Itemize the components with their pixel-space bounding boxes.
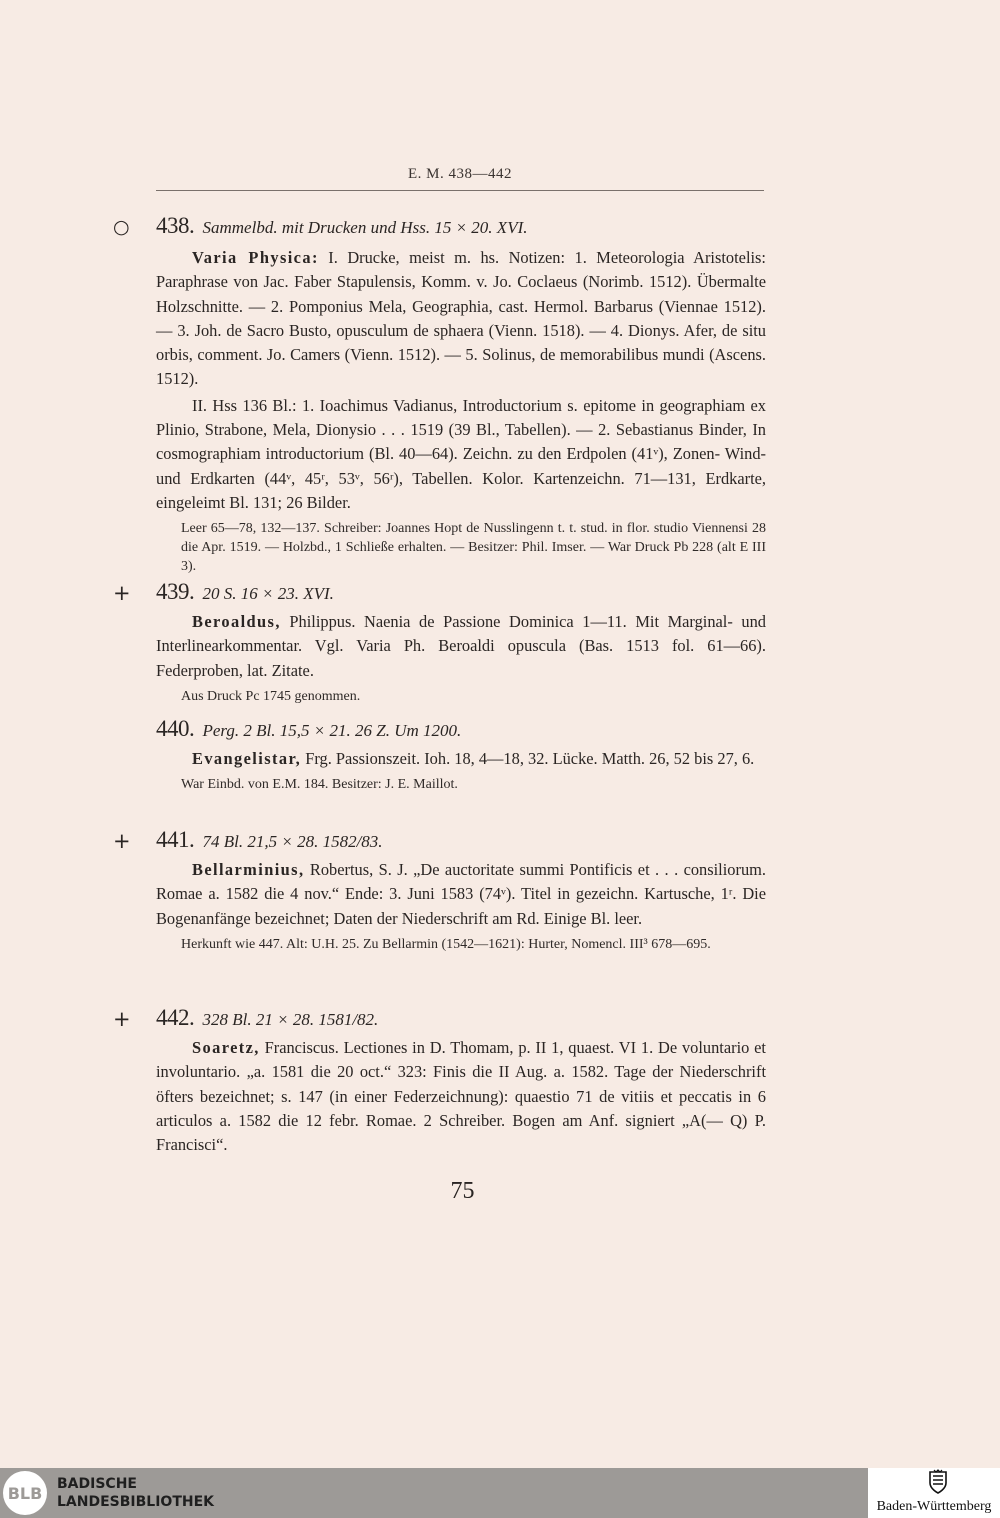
entry-body: [156, 747, 766, 771]
entry-description: 74 Bl. 21,5 × 28. 1582/83.: [202, 832, 383, 851]
entry-note: Leer 65—78, 132—137. Schreiber: Joannes Hopt de Nusslingenn t. t. stud. in flor. studio Viennensi 28 die Apr. 1519. — Holzbd., 1 Schließe erhalten. — Besitzer: Phil. Imser. — War Druck Pb 228 (alt E III 3).: [181, 521, 766, 575]
entry-title: Soaretz,: [192, 1038, 260, 1057]
entry-number: 440.: [156, 716, 195, 741]
entry-text: I. Drucke, meist m. hs. Notizen: 1. Meteorologia Aristotelis: Paraphrase von Jac. Faber Stapulensis, Komm. v. Jo. Coclaeus (Norimb. 1512). Übermalte Holzschnitte. — 2. Pomponius Mela, Geographia, cast. Hermol. Barbarus (Viennae 1512). — 3. Joh. de Sacro Busto, opusculum de sphaera (Vienn. 1518). — 4. Dionys. Afer, de situ orbis, comment. Jo. Camers (Vienn. 1512). — 5. Solinus, de memorabilibus mundi (Ascens. 1512).: [156, 248, 766, 389]
entry-title: Bellarminius,: [192, 860, 305, 879]
entry-text: Philippus. Naenia de Passione Dominica 1—11. Mit Marginal- und Interlinearkommentar. Vgl. Varia Ph. Beroaldi opuscula (Bas. 1513 fol. 61—66). Federproben, lat. Zitate.: [156, 612, 766, 680]
entry-number: 438.: [156, 213, 195, 238]
entry-body: [156, 1036, 766, 1157]
entry-title: Evangelistar,: [192, 749, 302, 768]
entry-title: Varia Physica:: [192, 248, 319, 267]
entry-body: [156, 246, 766, 392]
state-label: Baden-Württemberg: [876, 1499, 992, 1514]
page-number: 75: [450, 1178, 475, 1204]
entry-number: 442.: [156, 1005, 195, 1030]
entry-note: War Einbd. von E.M. 184. Besitzer: J. E. Maillot.: [181, 777, 458, 793]
coat-of-arms-icon: [927, 1469, 949, 1495]
entry-description: Perg. 2 Bl. 15,5 × 21. 26 Z. Um 1200.: [202, 721, 462, 740]
entry-description: 328 Bl. 21 × 28. 1581/82.: [202, 1010, 379, 1029]
entry-heading: [156, 580, 766, 606]
blb-logo-icon[interactable]: BLB: [3, 1471, 47, 1515]
entry-body-2: II. Hss 136 Bl.: 1. Ioachimus Vadianus, Introductorium s. epitome in geographiam ex Plinio, Strabone, Mela, Dionysio . . . 1519 (39 Bl., Tabellen). — 2. Sebastianus Binder, In cosmographiam introductorium (Bl. 40—64). Zeichn. zu den Erdpolen (41ᵛ), Zonen- Wind- und Erdkarten (44ᵛ, 45ʳ, 53ᵛ, 56ʳ), Tabellen. Kolor. Kartenzeichn. 71—131, Erdkarte, eingeleimt Bl. 131; 26 Bilder.: [156, 395, 766, 512]
entry-body: [156, 858, 766, 931]
entry-note: Herkunft wie 447. Alt: U.H. 25. Zu Bellarmin (1542—1621): Hurter, Nomencl. III³ 678—695.: [181, 936, 711, 952]
entry-mark-442: +: [113, 1007, 131, 1031]
entry-number: 439.: [156, 579, 195, 604]
entry-body: [156, 610, 766, 683]
entry-mark-438: ○: [113, 216, 130, 238]
entry-mark-441: +: [113, 829, 131, 853]
entry-heading: [156, 1006, 766, 1032]
entry-440: [156, 717, 766, 794]
entry-title: Beroaldus,: [192, 612, 281, 631]
entry-441: [156, 828, 766, 954]
entry-number: 441.: [156, 827, 195, 852]
entry-442: [156, 1006, 766, 1157]
entry-description: Sammelbd. mit Drucken und Hss. 15 × 20. XVI.: [202, 218, 528, 237]
entry-heading: [156, 828, 766, 854]
header-rule: [156, 190, 764, 191]
entry-description: 20 S. 16 × 23. XVI.: [202, 584, 334, 603]
entry-note: Aus Druck Pc 1745 genommen.: [181, 688, 361, 704]
running-header: E. M. 438—442: [408, 166, 512, 182]
library-name-line2: LANDESBIBLIOTHEK: [57, 1494, 215, 1510]
entry-heading: [156, 214, 766, 240]
entry-439: [156, 580, 766, 706]
entry-text: Franciscus. Lectiones in D. Thomam, p. II 1, quaest. VI 1. De voluntario et involuntario. „a. 1581 die 20 oct.“ 323: Finis die II Aug. a. 1582. Tage der Niederschrift öfters bezeichnet; s. 147 (in einer Federzeichnung): quaestio 71 de vitiis et peccatis in 6 articulos a. 1582 die 12 febr. Romae. 2 Schreiber. Bogen am Anf. signiert „A(— Q) P. Francisci“.: [156, 1038, 766, 1155]
entry-heading: [156, 717, 766, 743]
library-name-line1: BADISCHE: [57, 1476, 137, 1492]
library-name[interactable]: [57, 1475, 214, 1511]
entry-mark-439: +: [113, 581, 131, 605]
entry-438: [156, 214, 766, 576]
entry-text: Robertus, S. J. „De auctoritate summi Pontificis et . . . consiliorum. Romae a. 1582 die 4 nov.“ Ende: 3. Juni 1583 (74ᵛ). Titel in gezeichn. Kartusche, 1ʳ. Die Bogenanfänge bezeichnet; Daten der Niederschrift am Rd. Einige Bl. leer.: [156, 860, 766, 928]
entry-text: Frg. Passionszeit. Ioh. 18, 4—18, 32. Lücke. Matth. 26, 52 bis 27, 6.: [301, 749, 755, 768]
